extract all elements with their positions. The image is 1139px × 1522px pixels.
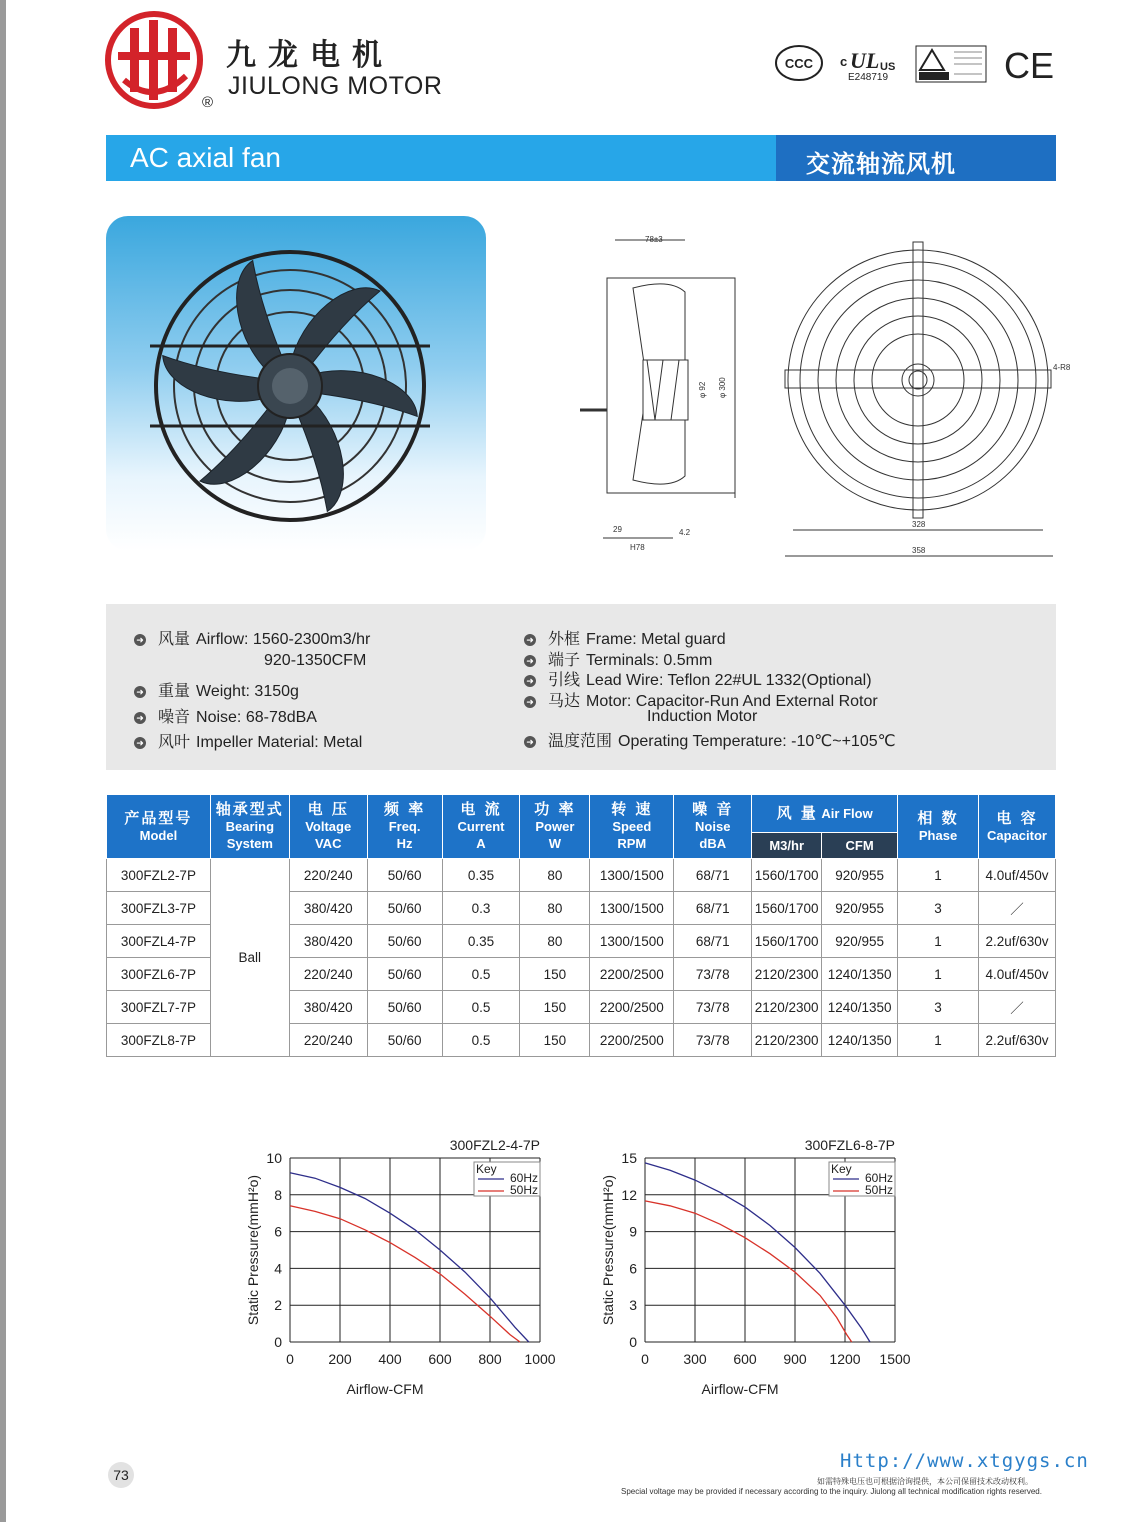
cell: 1560/1700 (752, 925, 822, 958)
cell: 1300/1500 (590, 892, 674, 925)
cell: 2200/2500 (590, 1024, 674, 1057)
cell: 920/955 (822, 859, 898, 892)
cell: 380/420 (289, 991, 367, 1024)
spec-impeller: ➜ 风叶 Impeller Material: Metal (134, 729, 362, 752)
arrow-bullet-icon: ➜ (134, 712, 146, 724)
x-tick-label: 0 (641, 1351, 649, 1367)
svg-text:φ 300: φ 300 (718, 377, 727, 398)
svg-text:c: c (840, 54, 848, 69)
cell: 380/420 (289, 925, 367, 958)
y-tick-label: 6 (274, 1223, 282, 1240)
x-tick-label: 1200 (829, 1351, 861, 1367)
cell: 80 (520, 925, 590, 958)
spec-airflow-cfm: 920-1350CFM (264, 652, 367, 669)
cell: 2.2uf/630v (978, 1024, 1055, 1057)
spec-frame: ➜ 外框 Frame: Metal guard (524, 626, 726, 649)
footer-note-en: Special voltage may be provided if necessary according to the inquiry. Jiulong all technical modification rights reserved. (621, 1487, 1042, 1496)
cell: 68/71 (674, 859, 752, 892)
cell: ／ (978, 991, 1055, 1024)
svg-text:US: US (880, 61, 896, 73)
cell: 0.5 (442, 991, 520, 1024)
header-power: 功 率 Power W (520, 795, 590, 859)
header-speed: 转 速 Speed RPM (590, 795, 674, 859)
svg-text:4.2: 4.2 (679, 528, 691, 537)
cell-model: 300FZL3-7P (107, 892, 211, 925)
cell: ／ (978, 892, 1055, 925)
svg-text:H78: H78 (630, 543, 645, 552)
header-voltage: 电 压 Voltage VAC (289, 795, 367, 859)
cell-bearing: Ball (210, 859, 289, 1057)
cell: 1560/1700 (752, 859, 822, 892)
legend-entry: 50Hz (864, 1183, 893, 1197)
svg-text:4-R8: 4-R8 (1053, 363, 1071, 372)
cell-model: 300FZL4-7P (107, 925, 211, 958)
y-tick-label: 0 (629, 1334, 637, 1350)
chart-title: 300FZL6-8-7P (804, 1137, 895, 1153)
cell: 920/955 (822, 925, 898, 958)
cell: 80 (520, 892, 590, 925)
cell: 920/955 (822, 892, 898, 925)
svg-text:358: 358 (912, 546, 926, 555)
fan-photo (106, 216, 486, 551)
header-phase: 相 数 Phase (898, 795, 979, 859)
cell: 1240/1350 (822, 958, 898, 991)
title-cn: 交流轴流风机 (806, 150, 956, 178)
x-tick-label: 200 (328, 1351, 352, 1367)
cell: 0.35 (442, 859, 520, 892)
header-current: 电 流 Current A (442, 795, 520, 859)
cell: 2.2uf/630v (978, 925, 1055, 958)
cell: 1240/1350 (822, 1024, 898, 1057)
spec-motor: ➜ 马达 Motor: Capacitor-Run And External Rotor (524, 688, 878, 711)
y-tick-label: 10 (266, 1150, 282, 1166)
cell: 220/240 (289, 958, 367, 991)
cell: 2120/2300 (752, 991, 822, 1024)
legend-title: Key (831, 1162, 852, 1176)
cell: 0.5 (442, 1024, 520, 1057)
cell-model: 300FZL8-7P (107, 1024, 211, 1057)
series-line (290, 1173, 529, 1342)
technical-drawing (575, 230, 1075, 560)
cell: 150 (520, 991, 590, 1024)
arrow-bullet-icon: ➜ (524, 696, 536, 708)
cell: 50/60 (367, 925, 442, 958)
cell: 0.35 (442, 925, 520, 958)
website-link[interactable]: Http://www.xtgygs.cn (840, 1450, 1089, 1472)
cell: 4.0uf/450v (978, 958, 1055, 991)
cell-model: 300FZL6-7P (107, 958, 211, 991)
cell: 73/78 (674, 1024, 752, 1057)
y-tick-label: 3 (629, 1297, 637, 1314)
cell: 80 (520, 859, 590, 892)
certification-logos (772, 40, 1062, 90)
header-airflow-m3hr: M3/hr (752, 833, 822, 859)
ul-icon: UL (850, 48, 880, 73)
y-axis-label: Static Pressure(mmH²o) (245, 1174, 261, 1326)
spec-terminals: ➜ 端子 Terminals: 0.5mm (524, 647, 712, 670)
series-line (645, 1201, 852, 1342)
x-tick-label: 800 (478, 1351, 502, 1367)
x-tick-label: 0 (286, 1351, 294, 1367)
y-tick-label: 15 (621, 1150, 637, 1166)
cell: 73/78 (674, 958, 752, 991)
svg-text:328: 328 (912, 520, 926, 529)
ce-icon: CE (1004, 45, 1055, 86)
cell: 3 (898, 892, 979, 925)
registered-mark: ® (202, 94, 214, 111)
cell: 150 (520, 1024, 590, 1057)
ccc-icon: CCC (784, 56, 814, 71)
legend-entry: 50Hz (509, 1183, 538, 1197)
svg-text:78±3: 78±3 (645, 235, 663, 244)
header-capacitor: 电 容 Capacitor (978, 795, 1055, 859)
svg-text:φ 92: φ 92 (698, 381, 707, 398)
y-tick-label: 8 (274, 1186, 282, 1203)
arrow-bullet-icon: ➜ (134, 686, 146, 698)
cell: 50/60 (367, 991, 442, 1024)
y-tick-label: 4 (274, 1260, 282, 1277)
cell: 4.0uf/450v (978, 859, 1055, 892)
cell: 1 (898, 859, 979, 892)
header-frequency: 频 率 Freq. Hz (367, 795, 442, 859)
cell: 1560/1700 (752, 892, 822, 925)
specifications-panel (106, 604, 1056, 770)
x-tick-label: 300 (683, 1351, 707, 1367)
y-tick-label: 2 (274, 1297, 282, 1314)
header-bearing: 轴承型式 Bearing System (210, 795, 289, 859)
footer-note-cn: 如需特殊电压也可根据洽询提供，本公司保留技术改动权利。 (817, 1477, 1033, 1486)
arrow-bullet-icon: ➜ (524, 675, 536, 687)
cell: 1 (898, 1024, 979, 1057)
spec-noise: ➜ 噪音 Noise: 68-78dBA (134, 704, 317, 727)
fan-image-icon (106, 216, 486, 551)
brand-name-cn: 九龙电机 (226, 38, 394, 73)
x-axis-label: Airflow-CFM (346, 1381, 424, 1397)
logo-icon (104, 10, 204, 110)
cell: 50/60 (367, 859, 442, 892)
x-tick-label: 1500 (879, 1351, 911, 1367)
cell: 1300/1500 (590, 859, 674, 892)
cell: 68/71 (674, 925, 752, 958)
cell-model: 300FZL2-7P (107, 859, 211, 892)
spec-airflow: ➜ 风量 Airflow: 1560-2300m3/hr (134, 626, 370, 649)
cell: 1240/1350 (822, 991, 898, 1024)
spec-temperature: ➜ 温度范围 Operating Temperature: -10℃~+105℃ (524, 728, 896, 751)
cell: 50/60 (367, 958, 442, 991)
chart-title: 300FZL2-4-7P (449, 1137, 540, 1153)
header-airflow-cfm: CFM (822, 833, 898, 859)
cell: 220/240 (289, 859, 367, 892)
page-edge (0, 0, 6, 1522)
spec-weight: ➜ 重量 Weight: 3150g (134, 678, 299, 701)
arrow-bullet-icon: ➜ (524, 736, 536, 748)
brand-name-en: JIULONG MOTOR (228, 72, 443, 100)
y-tick-label: 9 (629, 1223, 637, 1240)
cell: 0.5 (442, 958, 520, 991)
cell: 2120/2300 (752, 958, 822, 991)
spec-lead-wire: ➜ 引线 Lead Wire: Teflon 22#UL 1332(Optional) (524, 667, 872, 690)
header-model: 产品型号 Model (107, 795, 211, 859)
chart-300fzl6-8 (595, 1130, 925, 1410)
cell: 2200/2500 (590, 958, 674, 991)
y-tick-label: 0 (274, 1334, 282, 1350)
cell: 50/60 (367, 892, 442, 925)
cell: 1 (898, 958, 979, 991)
y-tick-label: 12 (621, 1186, 637, 1203)
cell: 2200/2500 (590, 991, 674, 1024)
cell: 220/240 (289, 1024, 367, 1057)
arrow-bullet-icon: ➜ (134, 634, 146, 646)
spec-table (106, 794, 1056, 1057)
x-tick-label: 900 (783, 1351, 807, 1367)
header-airflow: 风 量 Air Flow (752, 795, 898, 833)
cell-model: 300FZL7-7P (107, 991, 211, 1024)
arrow-bullet-icon: ➜ (524, 655, 536, 667)
page-number: 73 (108, 1462, 134, 1488)
cell: 0.3 (442, 892, 520, 925)
arrow-bullet-icon: ➜ (524, 634, 536, 646)
cell: 73/78 (674, 991, 752, 1024)
header-noise: 噪 音 Noise dBA (674, 795, 752, 859)
x-axis-label: Airflow-CFM (701, 1381, 779, 1397)
cell: 1300/1500 (590, 925, 674, 958)
legend-title: Key (476, 1162, 497, 1176)
y-tick-label: 6 (629, 1260, 637, 1277)
cell: 380/420 (289, 892, 367, 925)
cell: 3 (898, 991, 979, 1024)
cell: 68/71 (674, 892, 752, 925)
cell: 2120/2300 (752, 1024, 822, 1057)
ul-number: E248719 (848, 72, 889, 83)
table-row (107, 859, 1056, 892)
legend-entry: 60Hz (509, 1171, 538, 1185)
legend-entry: 60Hz (864, 1171, 893, 1185)
chart-300fzl2-4 (240, 1130, 570, 1410)
title-en: AC axial fan (130, 142, 281, 173)
x-tick-label: 600 (733, 1351, 757, 1367)
cell: 50/60 (367, 1024, 442, 1057)
x-tick-label: 400 (378, 1351, 402, 1367)
cell: 150 (520, 958, 590, 991)
svg-text:29: 29 (613, 525, 622, 534)
arrow-bullet-icon: ➜ (134, 737, 146, 749)
x-tick-label: 600 (428, 1351, 452, 1367)
cell: 1 (898, 925, 979, 958)
series-line (290, 1206, 520, 1342)
x-tick-label: 1000 (524, 1351, 556, 1367)
spec-motor-cont: Induction Motor (647, 708, 758, 725)
y-axis-label: Static Pressure(mmH²o) (600, 1174, 616, 1326)
